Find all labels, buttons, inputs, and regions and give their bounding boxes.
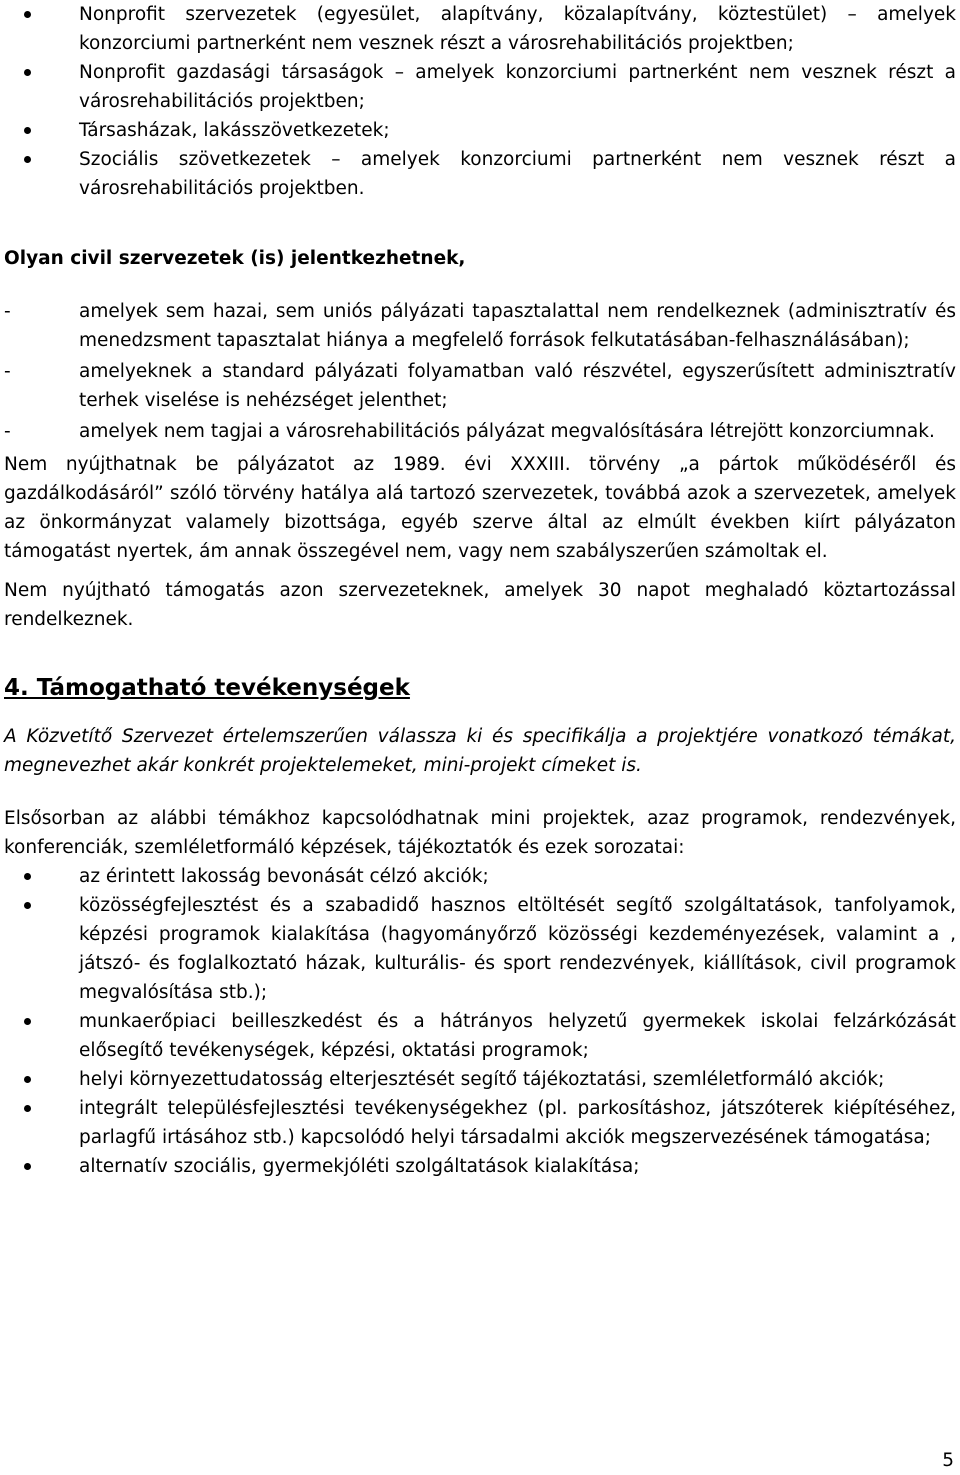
list-item (4, 417, 956, 446)
page-number: 5 (942, 1450, 954, 1471)
topics-intro-paragraph: Elsősorban az alábbi témákhoz kapcsolódhatnak mini projektek, azaz programok, rendezvények, konferenciák, szemléletformáló képzések, tájékoztatók és ezek sorozatai: (4, 808, 956, 858)
civil-conditions-list (4, 297, 956, 446)
list-item: Társasházak, lakásszövetkezetek; (4, 116, 956, 145)
list-item (4, 357, 956, 415)
list-item: munkaerőpiaci beilleszkedést és a hátrányos helyzetű gyermekek iskolai felzárkózását elősegítő tevékenységek, képzési, oktatási programok; (4, 1007, 956, 1065)
list-item: helyi környezettudatosság elterjesztését segítő tájékoztatási, szemléletformáló akciók; (4, 1065, 956, 1094)
list-item: Nonprofit szervezetek (egyesület, alapítvány, közalapítvány, köztestület) – amelyek konzorciumi partnerként nem vesznek részt a városrehabilitációs projektben; (4, 0, 956, 58)
document-page (4, 0, 956, 1181)
dash-marker: - (4, 301, 11, 322)
list-item: Szociális szövetkezetek – amelyek konzorciumi partnerként nem vesznek részt a városrehabilitációs projektben. (4, 145, 956, 203)
list-item: alternatív szociális, gyermekjóléti szolgáltatások kialakítása; (4, 1152, 956, 1181)
list-item-text: amelyek nem tagjai a városrehabilitációs pályázat megvalósítására létrejött konzorciumnak. (79, 421, 935, 442)
dash-marker: - (4, 421, 11, 442)
list-item: Nonprofit gazdasági társaságok – amelyek konzorciumi partnerként nem vesznek részt a városrehabilitációs projektben; (4, 58, 956, 116)
list-item (4, 297, 956, 355)
eligible-applicants-list (4, 0, 956, 203)
intro-italic-paragraph: A Közvetítő Szervezet értelemszerűen válassza ki és specifikálja a projektjére vonatkozó témákat, megnevezhet akár konkrét projektelemeket, mini-projekt címeket is. (4, 726, 956, 776)
debt-paragraph: Nem nyújtható támogatás azon szervezeteknek, amelyek 30 napot meghaladó köztartozással rendelkeznek. (4, 580, 956, 630)
exclusion-paragraph: Nem nyújthatnak be pályázatot az 1989. évi XXXIII. törvény „a pártok működéséről és gazdálkodásáról” szóló törvény hatálya alá tartozó szervezetek, továbbá azok a szervezetek, amelyek az önkormányzat valamely bizottsága, egyéb szerve által az elmúlt években kiírt pályázaton támogatást nyertek, ám annak összegével nem, vagy nem szabályszerűen számoltak el. (4, 454, 956, 562)
list-item: az érintett lakosság bevonását célzó akciók; (4, 862, 956, 891)
activities-list (4, 862, 956, 1181)
civil-heading: Olyan civil szervezetek (is) jelentkezhetnek, (4, 248, 466, 269)
list-item-text: amelyeknek a standard pályázati folyamatban való részvétel, egyszerűsített adminisztratív terhek viselése is nehézséget jelenthet; (79, 361, 956, 411)
dash-marker: - (4, 361, 11, 382)
list-item: integrált településfejlesztési tevékenységekhez (pl. parkosításhoz, játszóterek kiépítéséhez, parlagfű irtásához stb.) kapcsolódó helyi társadalmi akciók megszervezésének támogatása; (4, 1094, 956, 1152)
list-item-text: amelyek sem hazai, sem uniós pályázati tapasztalattal nem rendelkeznek (adminisztratív és menedzsment tapasztalat hiánya a megfelelő források felkutatásában-felhasználásában); (79, 301, 956, 351)
list-item: közösségfejlesztést és a szabadidő hasznos eltöltését segítő szolgáltatások, tanfolyamok, képzési programok kialakítása (hagyományőrző közösségi kezdeményezések, valamint a , játszó- és foglalkoztató házak, kulturális- és sport rendezvények, kiállítások, civil programok megvalósítása stb.); (4, 891, 956, 1007)
section-heading: 4. Támogatható tevékenységek (4, 675, 410, 701)
